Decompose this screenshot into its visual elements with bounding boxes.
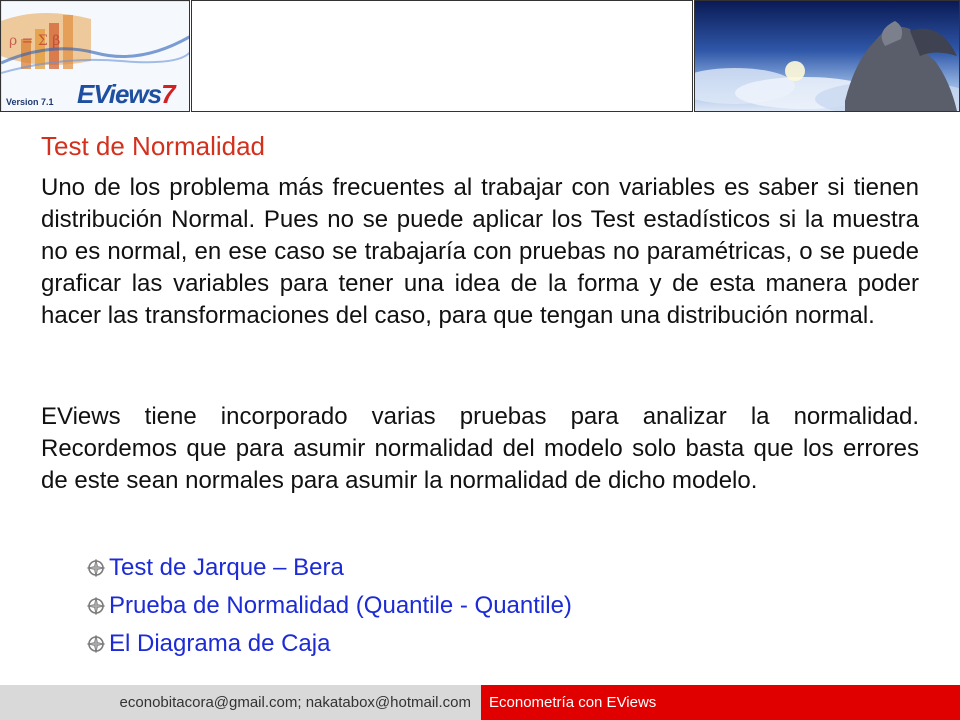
list-item (86, 625, 572, 663)
eviews-logo (0, 0, 190, 112)
list-item (86, 587, 572, 625)
list-item (86, 549, 572, 587)
footer-contacts: econobitacora@gmail.com; nakatabox@hotmail.com (0, 685, 481, 720)
bullet-label: Prueba de Normalidad (Quantile - Quantile) (109, 592, 572, 619)
slide-title: Test de Normalidad (41, 131, 265, 161)
slide-header (0, 0, 960, 114)
compass-star-icon (86, 634, 106, 654)
eviews-version-label: Version 7.1 (6, 97, 54, 107)
header-blank-panel (191, 0, 693, 112)
compass-star-icon (86, 558, 106, 578)
svg-text:ρ = Σ β: ρ = Σ β (9, 33, 61, 49)
eviews-brand-text: EViews7 (77, 79, 175, 109)
slide-footer (0, 685, 960, 720)
footer-course-title: Econometría con EViews (481, 685, 960, 720)
eviews-paragraph: EViews tiene incorporado varias pruebas para analizar la normalidad. Recordemos que para asumir normalidad del modelo solo basta que los errores de este sean normales para asumir la normalidad de dicho modelo. (41, 403, 919, 494)
bullet-label: Test de Jarque – Bera (109, 554, 344, 581)
sky-statue-graphic (695, 1, 960, 112)
normality-tests-list (86, 549, 572, 663)
compass-star-icon (86, 596, 106, 616)
intro-paragraph: Uno de los problema más frecuentes al trabajar con variables es saber si tienen distribución Normal. Pues no se puede aplicar los Test estadísticos si la muestra no es normal, en ese caso se trabajaría con pruebas no paramétricas, o se puede graficar las variables para tener una idea de la forma y de esta manera poder hacer las transformaciones del caso, para que tengan una distribución normal. (41, 174, 919, 329)
bullet-label: El Diagrama de Caja (109, 630, 331, 657)
sky-statue-photo (694, 0, 960, 112)
